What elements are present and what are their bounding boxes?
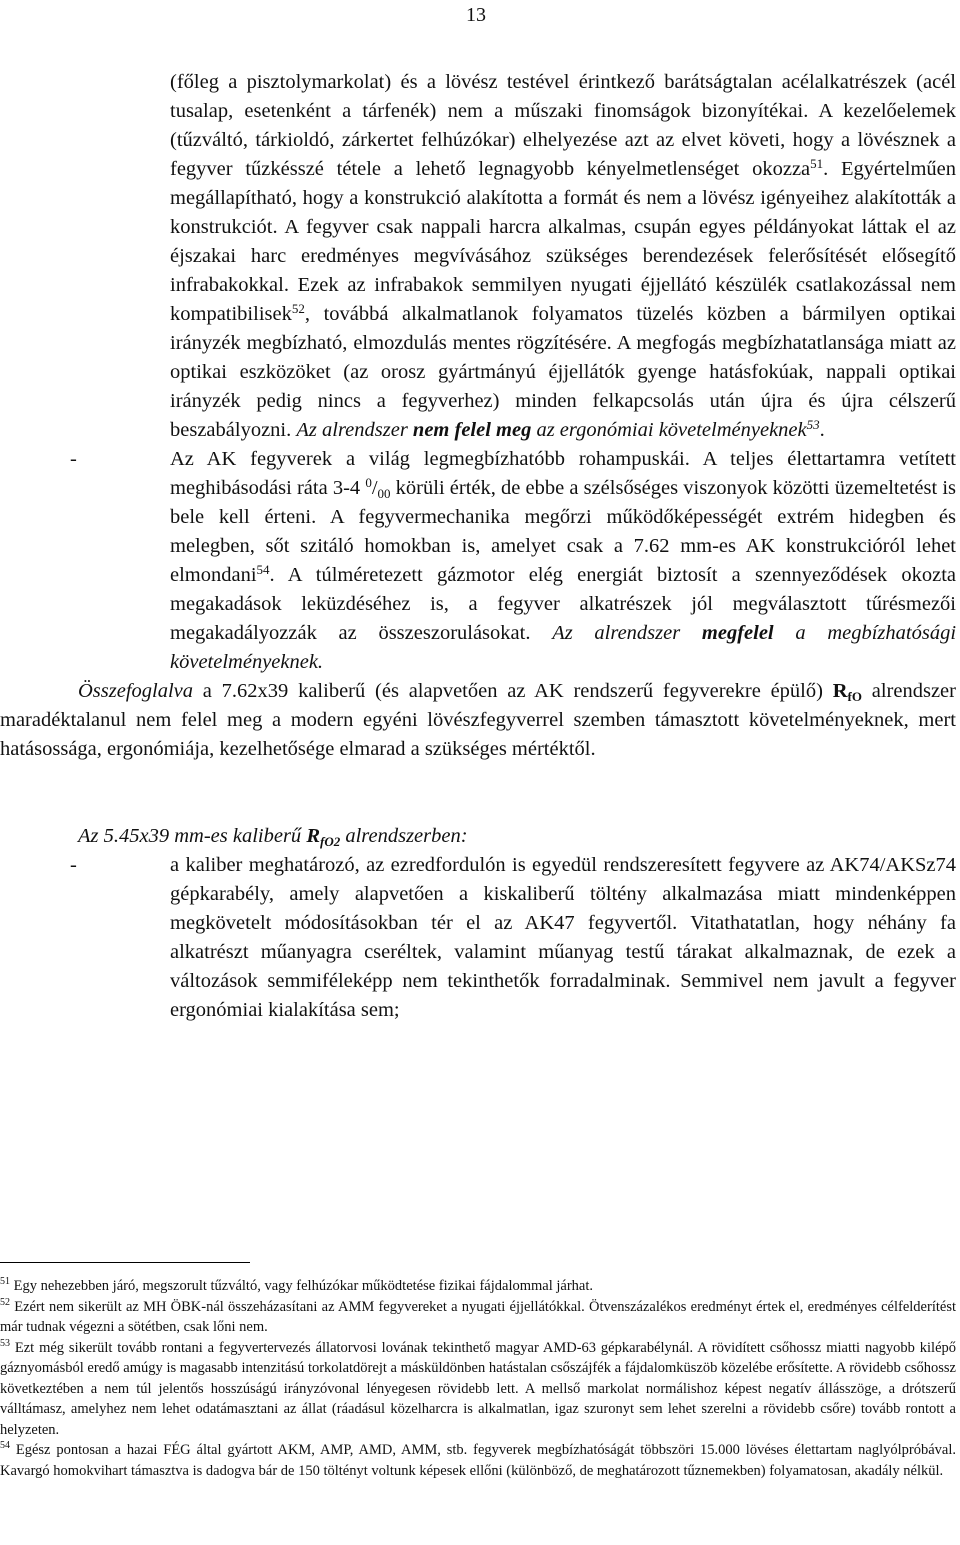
text-run: körüli érték, de ebbe a szélsőséges viszonyok közötti üzemeltetést is bele kell érteni. A fegyvermechanika megőrzi működőképességét extrém hidegben és melegben, sőt szitáló homokban is, amelyet csak a 7.62 mm-es AK konstrukcióról lehet elmondani <box>170 477 957 586</box>
italic-text: Összefoglalva <box>78 680 194 702</box>
summary-paragraph <box>0 677 956 764</box>
italic-text: Az alrendszer <box>552 622 702 644</box>
footnote-52 <box>0 1297 956 1338</box>
footnote-text: Ezért nem sikerült az MH ÖBK-nál összeházasítani az AMM fegyvereket a nyugati éjjellátókkal. Ötvenszázalékos eredményt értek el, eredményes célfelderítést már tudnak végezni a sötétben, csak lőni nem. <box>0 1298 956 1335</box>
subsystem-symbol: R <box>832 680 848 702</box>
footnote-53 <box>0 1338 956 1441</box>
footnote-number: 51 <box>0 1276 10 1287</box>
text-run: (főleg a pisztolymarkolat) és a lövész testével érintkező barátságtalan acélalkatrészek (acél tusalap, esetenként a tárfenék) nem a műszaki finomságok bizonyítékai. A kezelőelemek (tűzváltó, tárkioldó, zárkertet felhúzókar) elhelyezése azt az elvet követi, hogy a lövésznek a fegyver tűzkésszé tétele a lehető legnagyobb kényelmetlenséget okozza <box>170 71 956 180</box>
emphasis-verdict: megfelel <box>701 622 774 644</box>
footnote-ref-51[interactable]: 51 <box>810 156 824 171</box>
text-run: a kaliber meghatározó, az ezredfordulón is egyedül rendszeresített fegyvere az AK74/AKSz74 gépkarabély, amely alapvetően a kiskaliberű töltény alkalmazása miatt mindenképpen megkövetelt módosításokban tér el az AK47 fegyvertől. Vitathatatlan, hogy néhány fa alkatrészt műanyagra cseréltek, valamint műanyag testű tárakat alkalmaznak, de ezek a változások semmiféleképp nem tekinthetők forradalminak. Semmivel nem javult a fegyver ergonómiai kialakítása sem; <box>170 854 956 1021</box>
page-number: 13 <box>466 4 486 26</box>
bullet-dash: - <box>70 854 77 876</box>
footnotes <box>0 1276 956 1481</box>
italic-text: Az alrendszer <box>296 419 413 441</box>
footnote-51 <box>0 1276 956 1297</box>
text-run: . Egyértelműen megállapítható, hogy a konstrukció alakította a formát és nem a lövész igényeihez alakították a konstrukciót. A fegyver csak nappali harcra alkalmas, csupán egyes példányokat láttak el az éjszakai harc eredményes megvívásához szükséges berendezések felerősítését elősegítő infrabakokkal. Ezek az infrabakok semmilyen nyugati éjjellátó készülék csatlakozással nem kompatibilisek <box>170 158 956 325</box>
footnote-ref-52[interactable]: 52 <box>291 301 305 316</box>
body-text <box>0 68 956 1025</box>
footnote-ref-54[interactable]: 54 <box>256 562 270 577</box>
heading-text: Az 5.45x39 mm-es kaliberű <box>78 825 307 847</box>
footnote-number: 52 <box>0 1296 10 1308</box>
footnote-number: 54 <box>0 1440 10 1451</box>
text-run: . A túlméretezett gázmotor elég energiát biztosít a szennyeződések okozta megakadások leküzdéséhez is, a fegyver alkatrészek jól megválasztott tűrésmezői megakadályozzák az összeszorulásokat. <box>170 564 956 644</box>
italic-text: az ergonómiai követelményeknek <box>531 419 807 441</box>
text-run: , továbbá alkalmatlanok folyamatos tüzelés közben a bármilyen optikai irányzék megbízható, elmozdulás mentes rögzítésére. A megfogás megbízhatatlansága miatt az optikai eszközöket (az orosz gyártmányú éjjellátók gyenge hatásfokúak, nappali optikai irányzék pedig nincs a fegyverhez) minden felkapcsolás után újra és újra célszerű beszabályozni. <box>170 303 956 441</box>
footnote-54 <box>0 1440 956 1481</box>
footnote-text: Egy nehezebben járó, megszorult tűzváltó, vagy felhúzókar működtetése fizikai fájdalommal járhat. <box>10 1278 594 1294</box>
footnote-text: Ezt még sikerült tovább rontani a fegyvertervezés állatorvosi lovának tekinthető magyar AMD-63 gépkarabélynál. A rövidített csőhossz miatti nagyobb kilépő gáznyomásból eredő amúgy is magasabb intenzitású torkolatdörejt a másküldönben hatástalan csőszájfék a fájdalomküszöb közelébe erősítette. A rövidebb csőhossz következtében a nem túl jelentős hosszúságú irányzóvonal lényegesen rövidebb lett. A mellső markolat normálishoz képest negatív állásszöge, a drótszerű válltámasz, amelyhez nem lehet odatámasztani az állat (ráadásul közelharcra is alkalmatlan, igaz szuronyt sem lehet szerelni a rövidebb csőre) tovább rontott a helyzeten. <box>0 1339 956 1438</box>
bullet-dash: - <box>70 448 77 470</box>
text-run: Az AK fegyverek a világ legmegbízhatóbb rohampuskái. A teljes élettartamra vetített meghibásodási ráta 3-4 <box>170 448 956 499</box>
heading-text: alrendszerben: <box>340 825 468 847</box>
footnote-separator <box>0 1262 250 1263</box>
superscript: 0 <box>365 475 372 490</box>
subsystem-symbol: R <box>306 825 320 847</box>
text-run: alrendszer maradéktalanul nem felel meg a modern egyéni lövészfegyverrel szemben támasztott követelményeknek, mert hatásossága, ergonómiája, kezelhetősége elmarad a szükséges mértéktől. <box>0 680 956 760</box>
footnote-text: Egész pontosan a hazai FÉG által gyártott AKM, AMP, AMD, AMM, stb. fegyverek megbízhatóságát többszöri 15.000 lövéses élettartam naglyólpróbával. Kavargó homokvihart támasztva is dadogva bár de 150 töltényt voltunk képesek ellőni (különböző, de meghatározott tűznemekben) folyamatosan, akadály nélkül. <box>0 1442 956 1479</box>
text-run: . <box>819 419 825 441</box>
section-heading <box>78 822 956 851</box>
subscript: 00 <box>377 486 391 501</box>
subsystem-subscript: fO2 <box>320 834 341 849</box>
text-run: / <box>371 477 378 499</box>
emphasis-verdict: nem felel meg <box>412 419 532 441</box>
bullet-reliability <box>70 445 957 677</box>
footnote-number: 53 <box>0 1337 10 1349</box>
paragraph-ergonomics <box>170 68 956 445</box>
subsystem-subscript: fO <box>847 689 862 704</box>
text-run: a 7.62x39 kaliberű (és alapvetően az AK rendszerű fegyverekre épülő) <box>193 680 833 702</box>
bullet-ak74 <box>70 851 956 1025</box>
footnote-ref-53[interactable]: 53 <box>806 417 820 432</box>
italic-text: a megbízhatósági követelményeknek. <box>170 622 957 673</box>
